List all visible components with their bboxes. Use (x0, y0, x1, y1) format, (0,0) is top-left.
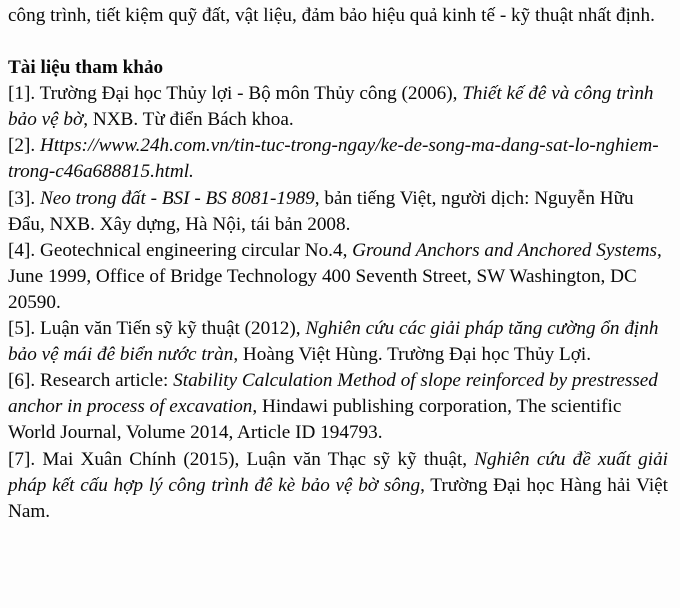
reference-text: Trường Đại học Thủy lợi - Bộ môn Thủy công (2006), (35, 83, 463, 105)
reference-entry (8, 316, 668, 368)
reference-title: Nghiên cứu đề xuất giải pháp kết cấu hợp lý công trình đê kè bảo vệ bờ sông (8, 448, 669, 496)
reference-entry (8, 186, 668, 238)
paragraph-spacer (8, 29, 668, 55)
reference-title: Thiết kế đê và công trình bảo vệ bờ (8, 83, 654, 131)
reference-entry (8, 133, 668, 185)
reference-text: , NXB. Từ điển Bách khoa. (83, 109, 294, 131)
reference-entry (8, 81, 668, 133)
reference-text: , bản tiếng Việt, người dịch: Nguyễn Hữu Đẩu, NXB. Xây dựng, Hà Nội, tái bản 2008. (8, 187, 634, 235)
reference-text: Mai Xuân Chính (2015), Luận văn Thạc sỹ kỹ thuật, (35, 448, 475, 470)
reference-label: [3]. (8, 187, 36, 209)
reference-label: [5]. (8, 318, 36, 340)
reference-text: , Hoàng Việt Hùng. Trường Đại học Thủy Lợi. (233, 344, 592, 366)
reference-title: Nghiên cứu các giải pháp tăng cường ổn định bảo vệ mái đê biển nước tràn (8, 318, 659, 366)
reference-entry (8, 447, 668, 525)
reference-label: [6]. (8, 370, 36, 392)
reference-text: , June 1999, Office of Bridge Technology 400 Seventh Street, SW Washington, DC 20590. (8, 239, 662, 313)
reference-text: , Trường Đại học Hàng hải Việt Nam. (8, 474, 669, 522)
reference-label: [2]. (8, 135, 36, 157)
reference-entry (8, 238, 668, 316)
reference-title: Stability Calculation Method of slope reinforced by prestressed anchor in process of excavation (8, 370, 658, 418)
reference-label: [1]. (8, 83, 36, 105)
reference-label: [4]. (8, 239, 36, 261)
reference-title: Https://www.24h.com.vn/tin-tuc-trong-ngay/ke-de-song-ma-dang-sat-lo-nghiem-trong-c46a688815.html. (8, 135, 659, 183)
reference-title: Neo trong đất - BSI - BS 8081-1989 (39, 187, 315, 209)
reference-list (8, 81, 668, 525)
body-paragraph: công trình, tiết kiệm quỹ đất, vật liệu, đảm bảo hiệu quả kinh tế - kỹ thuật nhất định. (8, 5, 655, 26)
reference-text: Research article: (35, 370, 174, 392)
reference-label: [7]. (8, 448, 36, 470)
reference-entry (8, 368, 668, 446)
reference-text: Geotechnical engineering circular No.4, (35, 239, 353, 261)
reference-text: Luận văn Tiến sỹ kỹ thuật (2012), (35, 318, 306, 340)
reference-text: , Hindawi publishing corporation, The scientific World Journal, Volume 2014, Article ID 194793. (8, 396, 622, 444)
reference-title: Ground Anchors and Anchored Systems (352, 239, 658, 261)
references-heading: Tài liệu tham khảo (8, 57, 164, 79)
